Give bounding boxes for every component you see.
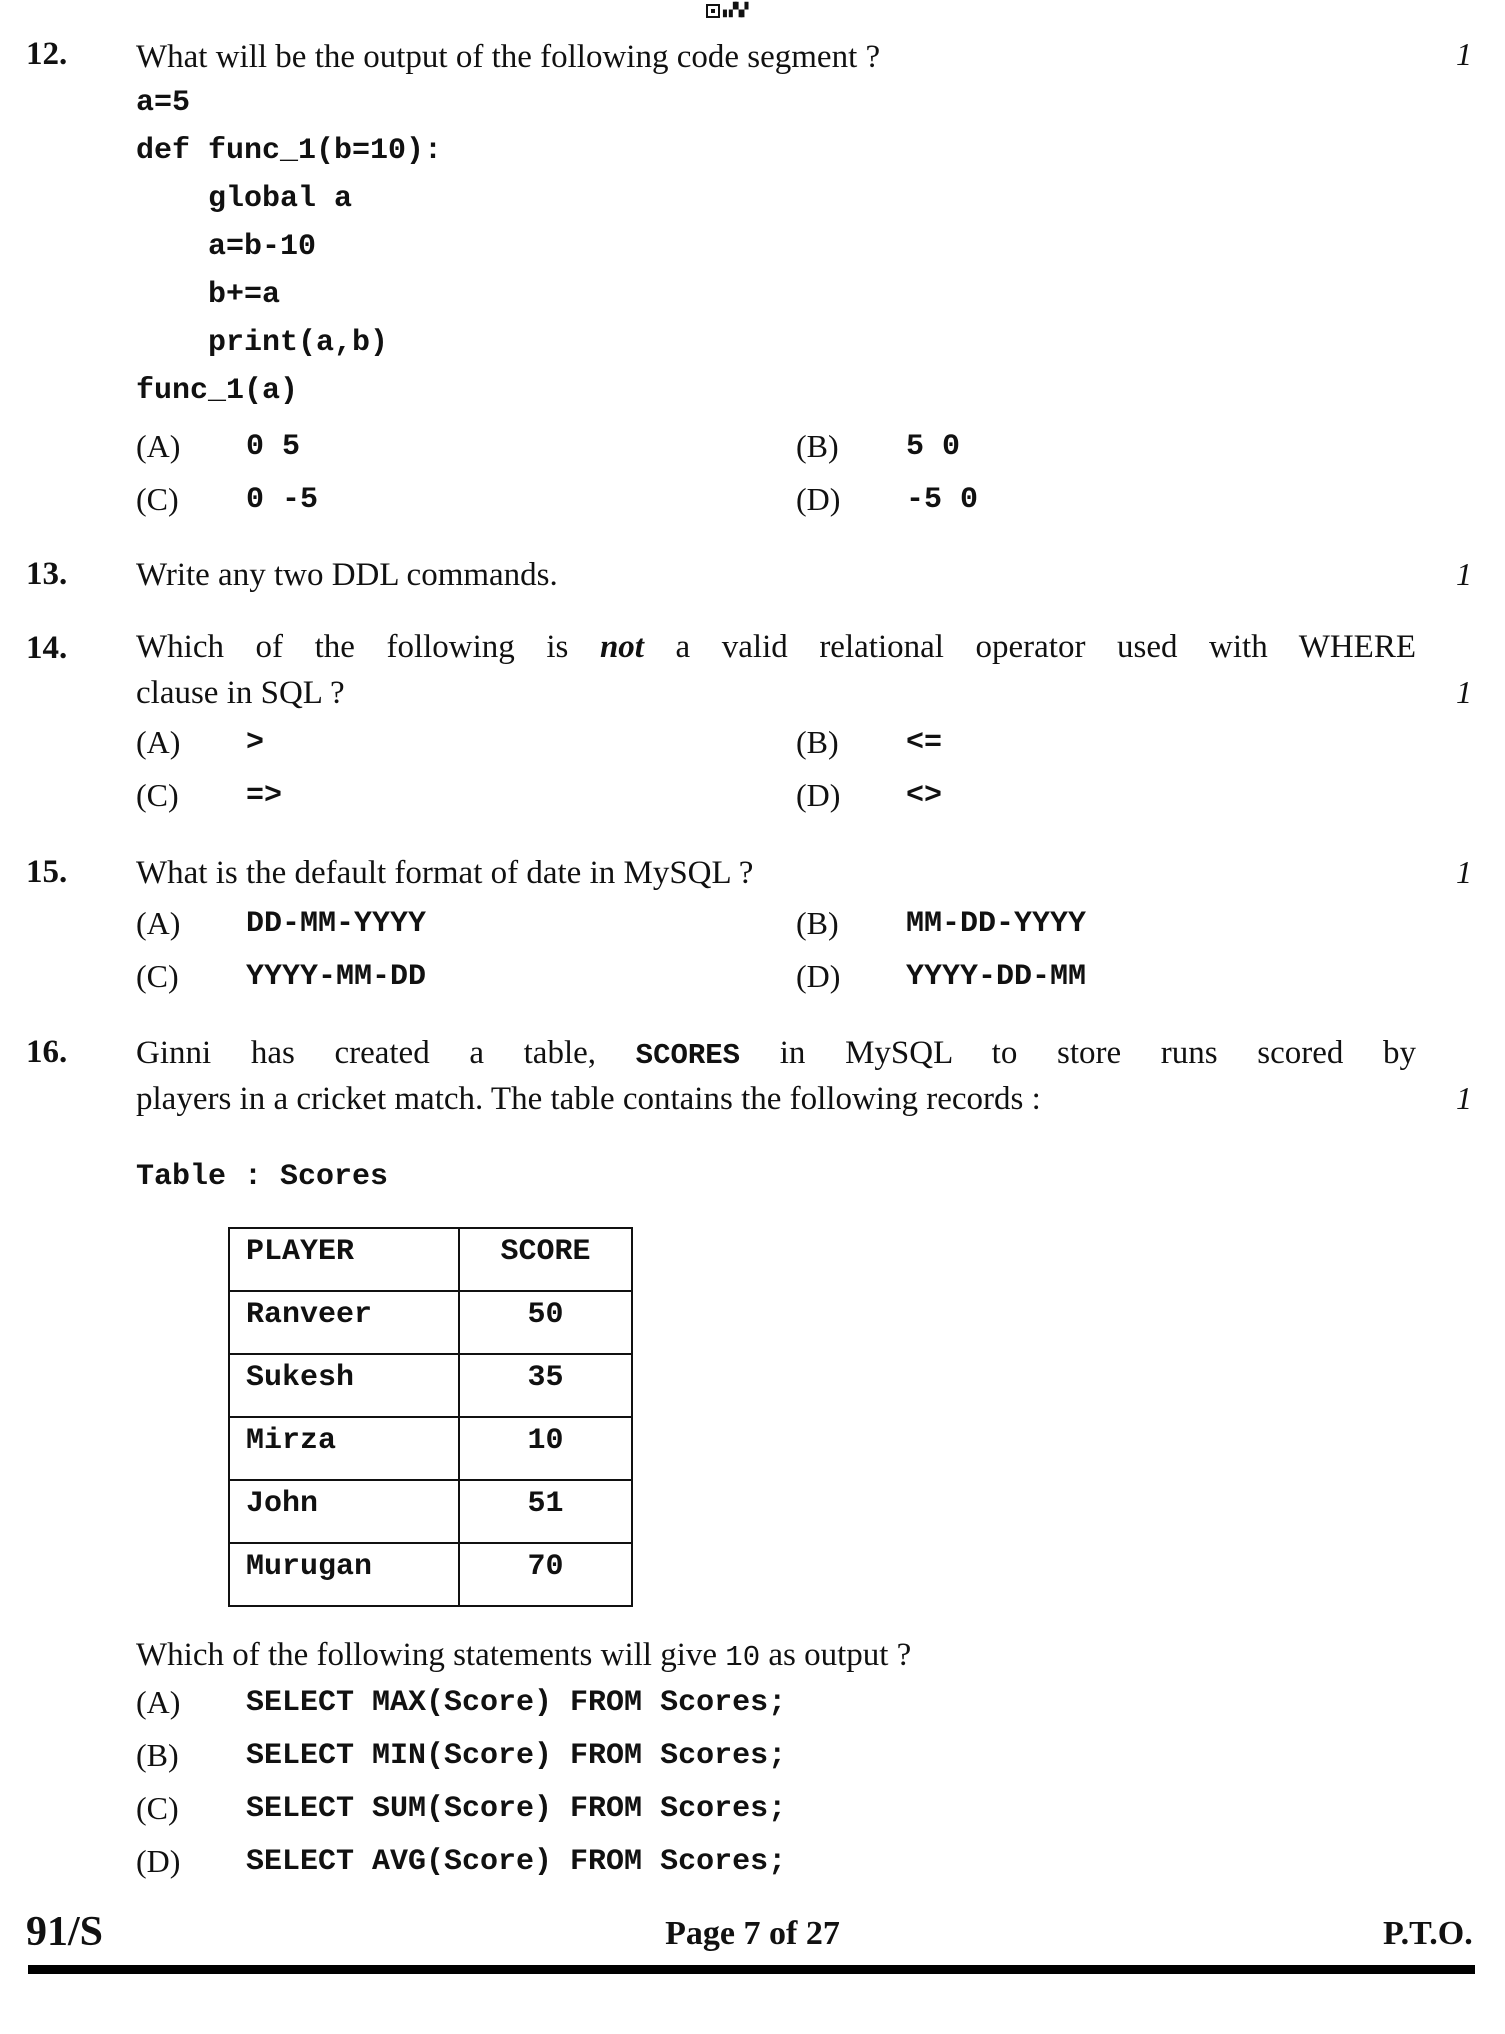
qr-code-icon: [706, 2, 768, 20]
q15-option-c-label: (C): [136, 958, 179, 994]
question-number-14: 14.: [26, 630, 68, 666]
code-line-1: a=5: [136, 86, 191, 120]
question-16-marks: 1: [1456, 1080, 1472, 1116]
question-12-text: What will be the output of the following code segment ?: [136, 39, 881, 75]
question-13-text: Write any two DDL commands.: [136, 557, 558, 593]
qr-finder-square: [706, 4, 720, 18]
table-row: [229, 1291, 632, 1354]
scores-table: [228, 1227, 633, 1607]
q12-option-a-label: (A): [136, 428, 181, 464]
q16-option-b-value[interactable]: SELECT MIN(Score) FROM Scores;: [246, 1739, 787, 1773]
column-header-score: SCORE: [459, 1228, 632, 1291]
table-row: [229, 1543, 632, 1606]
q14-option-b-value[interactable]: <=: [906, 726, 943, 760]
code-line-7: func_1(a): [136, 374, 299, 408]
q15-option-d-value[interactable]: YYYY-DD-MM: [906, 960, 1087, 994]
q15-option-b-label: (B): [796, 905, 839, 941]
cell-player: Mirza: [229, 1417, 459, 1480]
question-14-text-line2: clause in SQL ?: [136, 675, 345, 711]
q14-option-c-value[interactable]: =>: [246, 779, 283, 813]
q15-option-c-value[interactable]: YYYY-MM-DD: [246, 960, 427, 994]
please-turn-over: P.T.O.: [1383, 1915, 1473, 1952]
question-number-16: 16.: [26, 1034, 68, 1070]
table-row: [229, 1417, 632, 1480]
code-line-4: a=b-10: [136, 230, 317, 264]
page-number: Page 7 of 27: [665, 1915, 840, 1952]
cell-score: 50: [459, 1291, 632, 1354]
paper-code: 91/S: [26, 1909, 104, 1955]
cell-player: John: [229, 1480, 459, 1543]
question-number-15: 15.: [26, 854, 68, 890]
cell-score: 51: [459, 1480, 632, 1543]
q15-option-a-value[interactable]: DD-MM-YYYY: [246, 907, 427, 941]
cell-score: 10: [459, 1417, 632, 1480]
code-line-3: global a: [136, 182, 353, 216]
q12-option-d-label: (D): [796, 481, 841, 517]
question-16-text: Ginni has created a table, SCORES in MySQL to store runs scored by: [136, 1035, 1417, 1072]
q16-option-c-label: (C): [136, 1790, 179, 1826]
code-line-6: print(a,b): [136, 326, 389, 360]
question-16-text-line2: players in a cricket match. The table contains the following records :: [136, 1081, 1041, 1117]
question-number-13: 13.: [26, 556, 68, 592]
q14-option-d-value[interactable]: <>: [906, 779, 943, 813]
q16-option-b-label: (B): [136, 1737, 179, 1773]
emphasis-not: not: [599, 629, 644, 665]
cell-player: Ranveer: [229, 1291, 459, 1354]
table-row: [229, 1354, 632, 1417]
q14-option-c-label: (C): [136, 777, 179, 813]
q12-option-c-value[interactable]: 0 -5: [246, 483, 319, 517]
q14-option-a-label: (A): [136, 724, 181, 760]
question-15-text: What is the default format of date in MySQL ?: [136, 855, 754, 891]
q12-option-d-value[interactable]: -5 0: [906, 483, 979, 517]
q16-option-d-value[interactable]: SELECT AVG(Score) FROM Scores;: [246, 1845, 787, 1879]
q14-option-d-label: (D): [796, 777, 841, 813]
table-header-row: [229, 1228, 632, 1291]
question-12-marks: 1: [1456, 36, 1472, 72]
column-header-player: PLAYER: [229, 1228, 459, 1291]
q14-option-a-value[interactable]: >: [246, 726, 265, 760]
code-line-5: b+=a: [136, 278, 281, 312]
q16-option-c-value[interactable]: SELECT SUM(Score) FROM Scores;: [246, 1792, 787, 1826]
question-14-text: Which of the following is not a valid relational operator used with WHERE: [136, 629, 1417, 665]
cell-player: Murugan: [229, 1543, 459, 1606]
cell-score: 70: [459, 1543, 632, 1606]
q12-option-a-value[interactable]: 0 5: [246, 430, 301, 464]
question-number-12: 12.: [26, 36, 68, 72]
q15-option-a-label: (A): [136, 905, 181, 941]
qr-pattern: ▖▞▚▞: [723, 3, 747, 18]
cell-player: Sukesh: [229, 1354, 459, 1417]
question-15-marks: 1: [1456, 854, 1472, 890]
question-13-marks: 1: [1456, 556, 1472, 592]
table-row: [229, 1480, 632, 1543]
code-line-2: def func_1(b=10):: [136, 134, 443, 168]
q12-option-b-label: (B): [796, 428, 839, 464]
question-14-marks: 1: [1456, 674, 1472, 710]
q15-option-d-label: (D): [796, 958, 841, 994]
q12-option-b-value[interactable]: 5 0: [906, 430, 961, 464]
q16-option-a-label: (A): [136, 1684, 181, 1720]
question-16-subquestion: Which of the following statements will give 10 as output ?: [136, 1637, 912, 1674]
table-name-scores: SCORES: [635, 1039, 741, 1072]
q16-option-d-label: (D): [136, 1843, 181, 1879]
footer-divider: [28, 1965, 1475, 1974]
q16-option-a-value[interactable]: SELECT MAX(Score) FROM Scores;: [246, 1686, 787, 1720]
cell-score: 35: [459, 1354, 632, 1417]
q15-option-b-value[interactable]: MM-DD-YYYY: [906, 907, 1087, 941]
table-caption: Table : Scores: [136, 1160, 389, 1194]
q12-option-c-label: (C): [136, 481, 179, 517]
q14-option-b-label: (B): [796, 724, 839, 760]
